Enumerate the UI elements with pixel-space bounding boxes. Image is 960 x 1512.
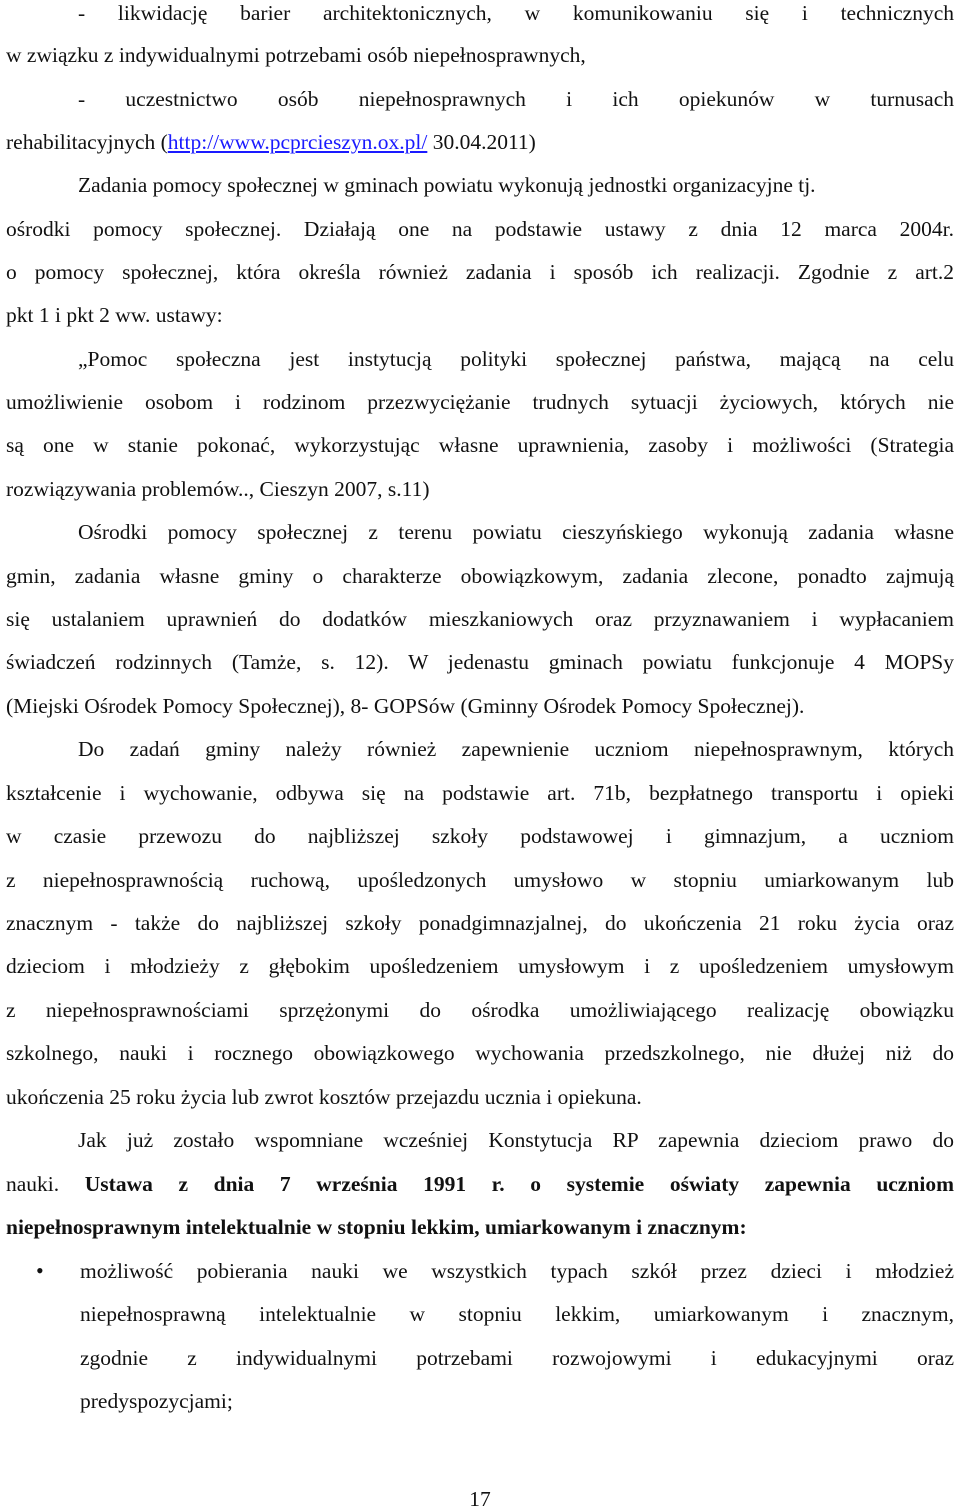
bullet-icon: • bbox=[36, 1258, 44, 1283]
bold-line bbox=[6, 1214, 954, 1240]
list-item-line: możliwość pobierania nauki we wszystkich typach szkół przez dzieci i młodzież bbox=[80, 1259, 954, 1283]
text-fragment: nauki. bbox=[6, 1172, 85, 1196]
text-line: z niepełnosprawnością ruchową, upośledzonych umysłowo w stopniu umiarkowanym lub bbox=[6, 868, 954, 892]
text-line-with-bold bbox=[6, 1171, 954, 1197]
list-item-line: predyspozycjami; bbox=[80, 1389, 233, 1413]
quote-line: rozwiązywania problemów.., Cieszyn 2007, s.11) bbox=[6, 477, 430, 501]
text-line: - likwidację barier architektonicznych, w komunikowaniu się i technicznych bbox=[78, 1, 954, 25]
bold-statute-title: niepełnosprawnym intelektualnie w stopniu lekkim, umiarkowanym i znacznym: bbox=[6, 1215, 747, 1239]
text-line: pkt 1 i pkt 2 ww. ustawy: bbox=[6, 303, 223, 327]
text-line: dzieciom i młodzieży z głębokim upośledzeniem umysłowym i z upośledzeniem umysłowym bbox=[6, 954, 954, 978]
text-line: Ośrodki pomocy społecznej z terenu powiatu cieszyńskiego wykonują zadania własne bbox=[78, 520, 954, 544]
text-line-with-link bbox=[6, 129, 954, 155]
text-line: w związku z indywidualnymi potrzebami osób niepełnosprawnych, bbox=[6, 43, 586, 67]
text-fragment: rehabilitacyjnych ( bbox=[6, 130, 168, 154]
page-number: 17 bbox=[469, 1487, 491, 1511]
text-line: kształcenie i wychowanie, odbywa się na podstawie art. 71b, bezpłatnego transportu i opieki bbox=[6, 781, 954, 805]
text-line: w czasie przewozu do najbliższej szkoły podstawowej i gimnazjum, a uczniom bbox=[6, 824, 954, 848]
text-line: Do zadań gminy należy również zapewnienie uczniom niepełnosprawnym, których bbox=[78, 737, 954, 761]
list-item-line: niepełnosprawną intelektualnie w stopniu lekkim, umiarkowanym i znacznym, bbox=[80, 1302, 954, 1326]
text-line: (Miejski Ośrodek Pomocy Społecznej), 8- GOPSów (Gminny Ośrodek Pomocy Społecznej). bbox=[6, 694, 805, 718]
quote-line: są one w stanie pokonać, wykorzystując własne uprawnienia, zasoby i możliwości (Strategia bbox=[6, 433, 954, 457]
list-item-line: zgodnie z indywidualnymi potrzebami rozwojowymi i edukacyjnymi oraz bbox=[80, 1346, 954, 1370]
text-line: z niepełnosprawnościami sprzężonymi do ośrodka umożliwiającego realizację obowiązku bbox=[6, 998, 954, 1022]
text-line: znacznym - także do najbliższej szkoły ponadgimnazjalnej, do ukończenia 21 roku życia oraz bbox=[6, 911, 954, 935]
text-line: - uczestnictwo osób niepełnosprawnych i ich opiekunów w turnusach bbox=[78, 87, 954, 111]
quote-line: „Pomoc społeczna jest instytucją polityki społecznej państwa, mającą na celu bbox=[78, 347, 954, 371]
text-line: gmin, zadania własne gminy o charakterze obowiązkowym, zadania zlecone, ponadto zajmują bbox=[6, 564, 954, 588]
text-line: szkolnego, nauki i rocznego obowiązkowego wychowania przedszkolnego, nie dłużej niż do bbox=[6, 1041, 954, 1065]
bold-statute-title: Ustawa z dnia 7 września 1991 r. o systemie oświaty zapewnia uczniom bbox=[84, 1172, 954, 1196]
source-link[interactable]: http://www.pcprcieszyn.ox.pl/ bbox=[167, 130, 428, 154]
text-line: Jak już zostało wspomniane wcześniej Konstytucja RP zapewnia dzieciom prawo do bbox=[78, 1128, 954, 1152]
text-line: Zadania pomocy społecznej w gminach powiatu wykonują jednostki organizacyjne tj. bbox=[78, 173, 816, 197]
text-line: ośrodki pomocy społecznej. Działają one na podstawie ustawy z dnia 12 marca 2004r. bbox=[6, 217, 954, 241]
text-line: się ustalaniem uprawnień do dodatków mieszkaniowych oraz przyznawaniem i wypłacaniem bbox=[6, 607, 954, 631]
quote-line: umożliwienie osobom i rodzinom przezwyciężanie trudnych sytuacji życiowych, których nie bbox=[6, 390, 954, 414]
text-line: o pomocy społecznej, która określa również zadania i sposób ich realizacji. Zgodnie z art.2 bbox=[6, 260, 954, 284]
text-line: świadczeń rodzinnych (Tamże, s. 12). W jedenastu gminach powiatu funkcjonuje 4 MOPSy bbox=[6, 650, 954, 674]
text-fragment: 30.04.2011) bbox=[427, 130, 536, 154]
text-line: ukończenia 25 roku życia lub zwrot kosztów przejazdu ucznia i opiekuna. bbox=[6, 1085, 642, 1109]
